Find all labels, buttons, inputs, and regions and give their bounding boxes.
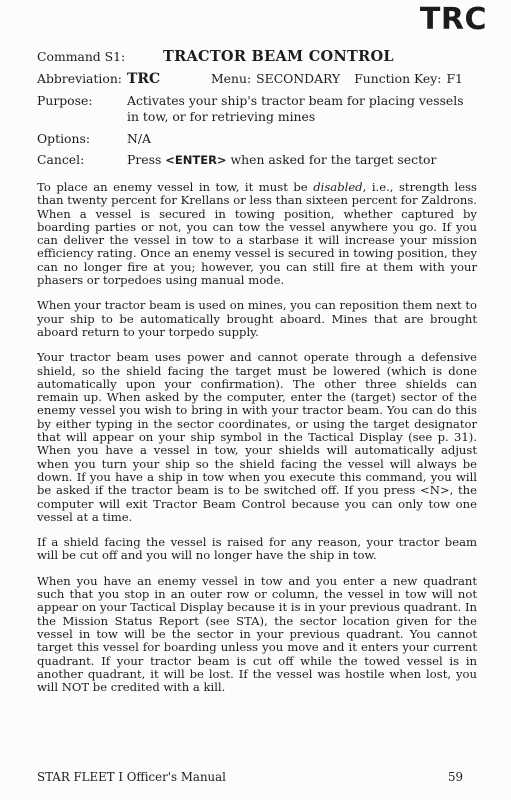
page-tag: TRC — [419, 2, 487, 37]
options-label: Options: — [37, 131, 91, 146]
paragraph-shield-raised: If a shield facing the vessel is raised for any reason, your tractor beam will be cut off and you will no longer have the ship in tow. — [37, 535, 477, 563]
options-row — [37, 131, 477, 146]
cancel-suffix: when asked for the target sector — [230, 152, 437, 167]
command-header — [37, 48, 477, 173]
cancel-row — [37, 152, 477, 167]
paragraph-shields: Your tractor beam uses power and cannot operate through a defensive shield, so the shield facing the target must be lowered (which is done automatically upon your confirmation). The other three shields can remain up. When asked by the computer, enter the (target) sector of the enemy vessel you wish to bring in with your tractor beam. You can do this by either typing in the sector coordinates, or using the target designator that will appear on your ship symbol in the Tactical Display (see p. 31). When you have a vessel in tow, your shields will automatically adjust when you turn your ship so the shield facing the vessel will always be down. If you have a ship in tow when you execute this command, you will be asked if the tractor beam is to be switched off. If you press <N>, the computer will exit Tractor Beam Control because you can only tow one vessel at a time. — [37, 350, 477, 524]
command-title: TRACTOR BEAM CONTROL — [163, 48, 394, 65]
paragraph-towing-start: To place an enemy vessel in tow, it must be — [37, 180, 314, 194]
cancel-prefix: Press — [127, 152, 162, 167]
page-footer — [37, 770, 463, 784]
purpose-row — [37, 93, 477, 125]
cancel-label: Cancel: — [37, 152, 85, 167]
purpose-value: Activates your ship's tractor beam for placing vessels in tow, or for retrieving mines — [127, 93, 464, 124]
paragraph-towing — [37, 181, 477, 287]
function-key-value: F1 — [446, 71, 463, 86]
paragraph-quadrant: When you have an enemy vessel in tow and you enter a new quadrant such that you stop in an outer row or column, the vessel in tow will not appear on your Tactical Display because it is in your previous quadrant. In the Mission Status Report (see STA), the sector location given for the vessel in tow will be the sector in your previous quadrant. You cannot target this vessel for boarding unless you move and it enters your current quadrant. If your tractor beam is cut off while the towed vessel is in another quadrant, it will be lost. If the vessel was hostile when lost, you will NOT be credited with a kill. — [37, 573, 477, 695]
abbreviation-value: TRC — [127, 71, 161, 87]
function-key-label: Function Key: — [354, 71, 442, 86]
page-number: 59 — [447, 770, 463, 784]
enter-key: <ENTER> — [165, 153, 227, 167]
body-text — [37, 181, 477, 706]
paragraph-mines: When your tractor beam is used on mines, you can reposition them next to your ship to be automatically brought aboard. Mines that are brought aboard return to your torpedo supply. — [37, 298, 477, 339]
menu-label: Menu: — [211, 71, 252, 86]
options-value: N/A — [127, 131, 151, 146]
command-row — [37, 48, 477, 65]
cancel-value — [127, 152, 436, 167]
abbreviation-label: Abbreviation: — [37, 71, 122, 86]
command-label: Command S1: — [37, 49, 126, 64]
menu-value: SECONDARY — [256, 71, 341, 86]
footer-title: STAR FLEET I Officer's Manual — [37, 770, 226, 784]
disabled-emphasis: disabled — [313, 180, 363, 194]
purpose-label: Purpose: — [37, 93, 93, 108]
paragraph-towing-rest: , i.e., strength less than twenty percent for Krellans or less than sixteen percent for Zaldrons. When a vessel is secured in towing position, whether captured by boarding parties or not, you can tow the vessel anywhere you go. If you can deliver the vessel in tow to a starbase it will increase your mission efficiency rating. Once an enemy vessel is secured in towing position, they can no longer fire at you; however, you can still fire at them with your phasers or torpedoes using manual mode. — [37, 180, 477, 288]
abbreviation-row — [37, 71, 477, 87]
